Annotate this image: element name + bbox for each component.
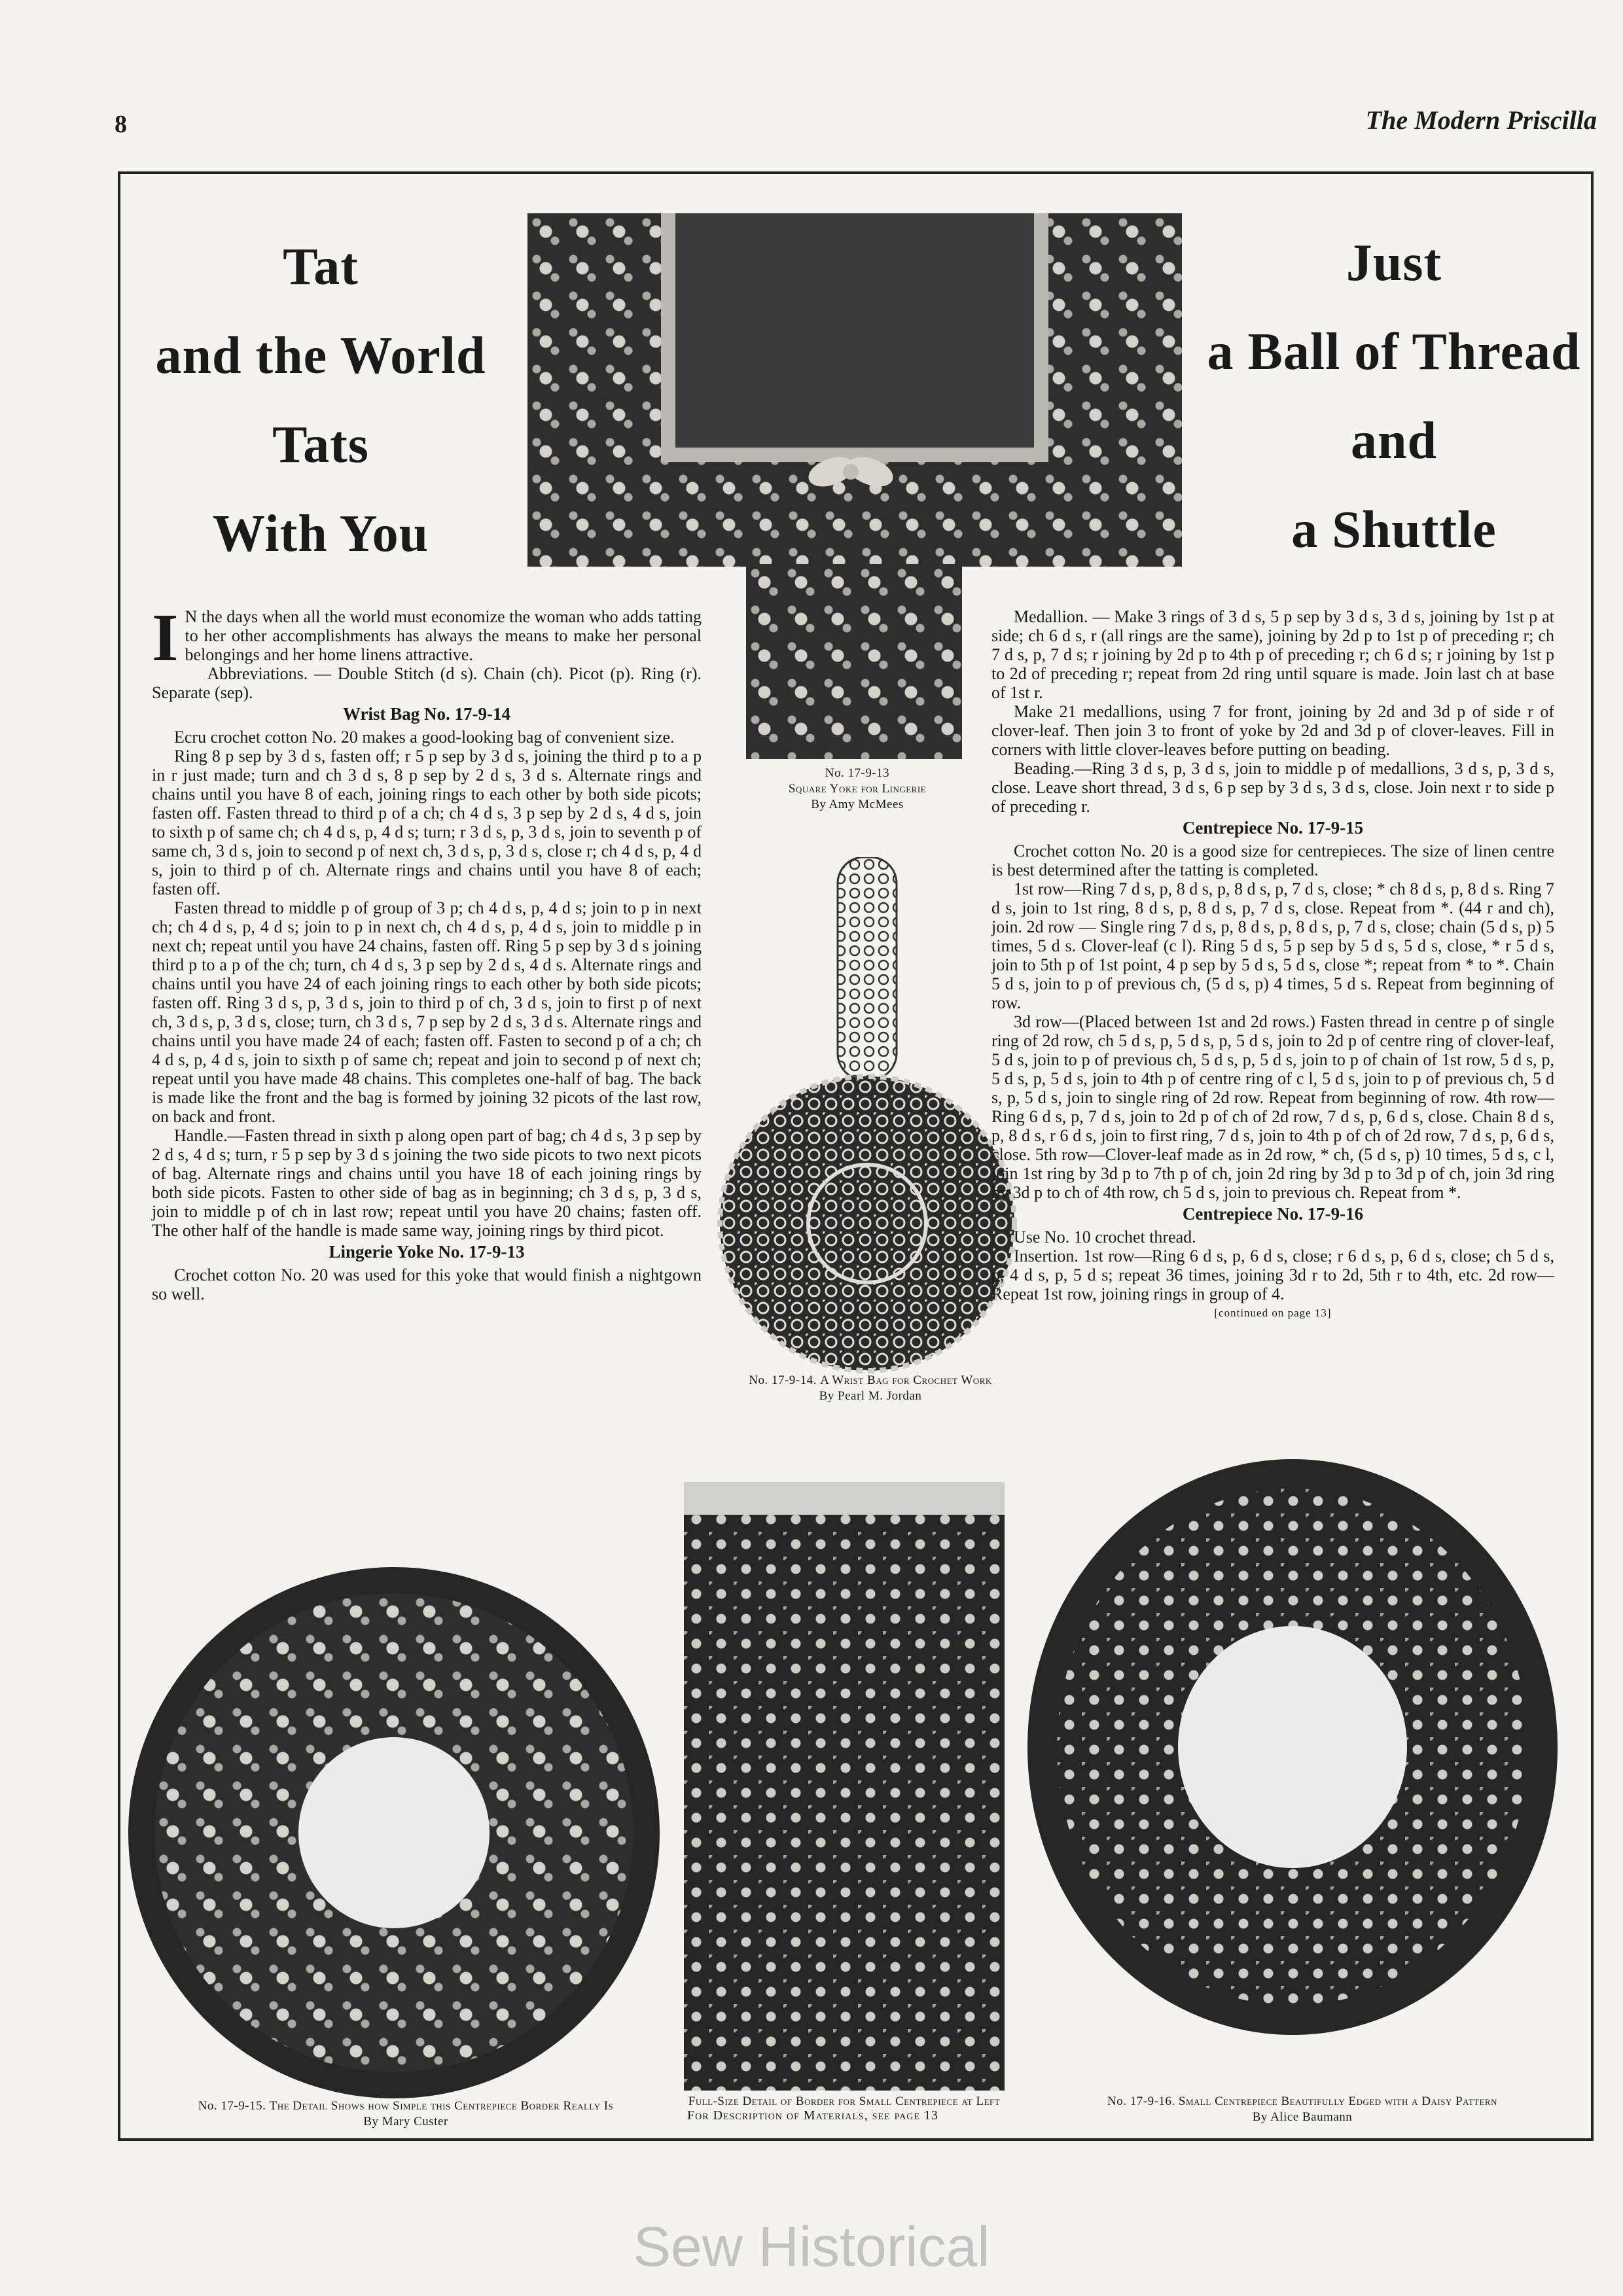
centrepiece-15-paragraph-2: 1st row—Ring 7 d s, p, 8 d s, p, 8 d s, p, 7 d s, close; * ch 8 d s, p, 8 d s. Ring 7 d s, join to 1st ring, 8 d s, p, 8 d s, p, 7 d s, close. Repeat from *. (44 r and ch), join. 2d row — Single ring 7 d s, p, 8 d s, p, 8 d s, p, 7 d s, close; chain (5 d s, p) 5 times, 5 d s. Clover-leaf (c l). Ring 5 d s, 5 p sep by 5 d s, 5 d s, close, * r 5 d s, join to 5th p of 1st point, 4 p sep by 5 d s, 5 d s, close *; repeat from * to *. Chain 5 d s, join to p of previous ch, (5 d s, p) 4 times, 5 d s. Repeat from beginning of row.: [991, 879, 1554, 1012]
wrist-bag-caption-byline: By Pearl M. Jordan: [819, 1389, 922, 1403]
centrepiece-15-caption-title: The Detail Shows how Simple this Centrepiece Border Really Is: [269, 2099, 614, 2113]
page-number: 8: [115, 111, 127, 138]
centrepiece-16-paragraph-2: Insertion. 1st row—Ring 6 d s, p, 6 d s, close; r 6 d s, p, 6 d s, close; ch 5 d s, p, 4 d s, p, 5 d s; repeat 36 times, joining 3d r to 2d, 5th r to 4th, etc. 2d row—Repeat 1st row, joining rings in group of 4.: [991, 1246, 1554, 1303]
centrepiece-16-caption: [1047, 2094, 1558, 2125]
medallion-paragraph: Medallion. — Make 3 rings of 3 d s, 5 p sep by 3 d s, 3 d s, joining by 1st p at side; ch 6 d s, r (all rings are the same), joining by 2d p to 1st p of preceding r; ch 7 d s, p, 7 d s; r joining by 2d p to 4th p of preceding r; ch 6 d s; r joining by 1st p to 2d of preceding r; repeat from 2d ring until square is made. Join last ch at base of 1st r.: [991, 607, 1554, 702]
headline-right-line-3: and: [1351, 412, 1437, 470]
wrist-bag-caption: [694, 1373, 1047, 1404]
yoke-caption-byline: By Amy McMees: [811, 798, 904, 811]
headline-left-line-2: and the World: [155, 327, 486, 385]
centrepiece-16-caption-byline: By Alice Baumann: [1252, 2110, 1353, 2124]
centrepiece-16-linen-centre: [1178, 1626, 1407, 1868]
wrist-bag-heading: Wrist Bag No. 17-9-14: [343, 704, 510, 724]
wrist-bag-paragraph-2: Ring 8 p sep by 3 d s, fasten off; r 5 p sep by 3 d s, joining the third p to a p in r just made; turn and ch 3 d s, 8 p sep by 2 d s, 3 d s. Alternate rings and chains until you have 8 of each, joining rings to each other by both side picots; fasten off. Fasten thread to third p of a ch; ch 4 d s, 3 p sep by 2 d s, 4 d s, join to sixth p of same ch; ch 4 d s, p, 4 d s; turn; r 3 d s, p, 3 d s, join to seventh p of same ch, 3 d s, join to second p of next ch, 3 d s, p, 3 d s, close r; ch 4 d s, p, 4 d s, join to third p of ch. Alternate rings and chains until you have 8 of each; fasten off.: [152, 747, 702, 898]
yoke-neck-opening: [661, 213, 1048, 462]
centrepiece-15-caption-number: No. 17-9-15.: [198, 2099, 266, 2113]
yoke-heading: Lingerie Yoke No. 17-9-13: [329, 1242, 525, 1262]
right-column-text: [991, 607, 1554, 1322]
yoke-caption: [746, 766, 969, 813]
medallions-paragraph-2: Make 21 medallions, using 7 for front, joining by 2d and 3d p of side r of clover-leaf. Then join 3 to front of yoke by 2d and 3d p of clover-leaves. Fill in corners with little clover-leaves before putting on beading.: [991, 702, 1554, 759]
continued-note: [continued on page 13]: [1214, 1307, 1332, 1319]
centrepiece-16-heading: Centrepiece No. 17-9-16: [1182, 1204, 1364, 1224]
centrepiece-15-photo: [128, 1567, 660, 2098]
magazine-title: The Modern Priscilla: [1365, 105, 1597, 135]
headline-left-line-3: Tats: [272, 416, 369, 474]
wrist-bag-caption-number: No. 17-9-14.: [749, 1373, 817, 1387]
yoke-photo-stem: [746, 564, 962, 759]
wrist-bag-paragraph-4: Handle.—Fasten thread in sixth p along open part of bag; ch 4 d s, 3 p sep by 2 d s, 4 d s; turn, r 5 p sep by 3 d s joining the two side picots to two next picots of bag. Alternate rings and chains until you have 18 of each joining rings by both side picots. Fasten to other side of bag as in beginning; ch 3 d s, p, 3 d s, join to middle p of ch in last row; repeat until you have 20 chains; fasten off. The other half of the handle is made same way, joining rings by third picot.: [152, 1126, 702, 1240]
materials-footnote: For Description of Materials, see page 13: [687, 2108, 938, 2123]
wrist-bag-paragraph-3: Fasten thread to middle p of group of 3 p; ch 4 d s, p, 4 d s; join to p in next ch; ch 4 d s, p, 4 d s; join to p in next ch, ch 4 d s, p, 4 d s, join to middle p in next ch; repeat until you have 24 chains, fasten off. Ring 5 p sep by 3 d s joining third p to a p of the ch; turn, ch 4 d s, 3 p sep by 2 d s, 4 d s. Alternate rings and chains until you have 24 of each joining rings to each other by both side picots; fasten off. Ring 3 d s, p, 3 d s, join to third p of ch, 3 d s, join to first p of next ch, 3 d s, p, 3 d s, close; turn, ch 3 d s, 7 p sep by 2 d s, 3 d s. Alternate rings and chains until you have made 24 of each; fasten off. Fasten to second p of a ch; ch 4 d s, p, 4 d s, join to sixth p of same ch; repeat and join to second p of next ch; repeat until you have made 48 chains. This completes one-half of bag. The back is made like the front and the bag is formed by joining 32 picots of the last row, on back and front.: [152, 898, 702, 1126]
centrepiece-16-caption-line: [1047, 2094, 1558, 2110]
border-detail-photo: [684, 1482, 1005, 2091]
abbreviations-paragraph: Abbreviations. — Double Stitch (d s). Chain (ch). Picot (p). Ring (r). Separate (sep).: [152, 664, 702, 702]
left-column-text: [152, 600, 702, 1303]
headline-right-line-2: a Ball of Thread: [1207, 323, 1581, 381]
border-detail-caption: [687, 2094, 1001, 2110]
headline-left: [124, 222, 517, 578]
drop-cap: I: [152, 600, 179, 675]
centrepiece-15-caption-line: [157, 2098, 654, 2114]
yoke-caption-number: No. 17-9-13: [825, 766, 890, 780]
watermark: Sew Historical: [633, 2216, 990, 2278]
intro-paragraph: [152, 600, 702, 675]
yoke-caption-title: Square Yoke for Lingerie: [788, 782, 927, 796]
centrepiece-15-paragraph-3: 3d row—(Placed between 1st and 2d rows.) Fasten thread in centre p of single ring of 2d row, ch 5 d s, p, 5 d s, p, 5 d s, join to 2d p of centre ring of clover-leaf, 5 d s, join to p of previous ch, 5 d s, p, 5 d s, join to p of chain of 1st row, 5 d s, p, 5 d s, p, 5 d s, join to 4th p of centre ring of c l, 5 d s, join to p of previous ch, 5 d s, p, 5 d s, join to single ring of 2d row. Repeat from beginning of row. 4th row—Ring 6 d s, p, 7 d s, join to 2d p of ch of 2d row, 7 d s, p, 6 d s, close. Chain 8 d s, p, 8 d s, r 6 d s, join to first ring, 7 d s, join to 4th p of ch of 2d row, 7 d s, p, 6 d s, close. 5th row—Clover-leaf made as in 2d row, * ch, (5 d s, p) 10 times, 5 d s, c l, join 1st ring by 3d p to 7th p of ch, join 2d ring by 3d p to 3d p of ch, join 3d ring by 3d p to ch of 4th row, ch 5 d s, join to previous ch. Repeat from *.: [991, 1012, 1554, 1202]
wrist-bag-image: [704, 857, 1031, 1374]
wrist-bag-caption-line: [694, 1373, 1047, 1388]
intro-text: N the days when all the world must economize the woman who adds tatting to her other accomplishments has always the means to make her personal belongings and her home linens attractive.: [185, 607, 702, 664]
centrepiece-15-linen-centre: [298, 1737, 490, 1928]
bow-icon: [805, 442, 897, 501]
wrist-bag-paragraph-1: Ecru crochet cotton No. 20 makes a good-looking bag of convenient size.: [174, 728, 675, 747]
centrepiece-15-heading: Centrepiece No. 17-9-15: [1182, 818, 1364, 838]
centrepiece-15-caption-byline: By Mary Custer: [363, 2115, 448, 2128]
headline-right-line-1: Just: [1346, 234, 1442, 292]
centrepiece-15-paragraph-1: Crochet cotton No. 20 is a good size for centrepieces. The size of linen centre is best determined after the tatting is completed.: [991, 841, 1554, 879]
centrepiece-16-caption-title: Small Centrepiece Beautifully Edged with a Daisy Pattern: [1178, 2094, 1497, 2108]
headline-right-line-4: a Shuttle: [1291, 501, 1497, 559]
beading-paragraph: Beading.—Ring 3 d s, p, 3 d s, join to middle p of medallions, 3 d s, p, 3 d s, close. Leave short thread, 3 d s, 6 p sep by 3 d s, 3 d s, close. Join next r to side p of preceding r.: [991, 759, 1554, 816]
border-detail-linen-edge: [684, 1482, 1005, 1515]
centrepiece-16-photo: [1027, 1459, 1558, 2035]
headline-left-line-4: With You: [212, 505, 429, 563]
wrist-bag-caption-title: A Wrist Bag for Crochet Work: [820, 1373, 992, 1387]
headline-right: [1191, 219, 1597, 574]
border-detail-caption-title: Full-Size Detail of Border for Small Centrepiece at Left: [688, 2094, 1001, 2108]
centrepiece-16-caption-number: No. 17-9-16.: [1107, 2094, 1175, 2108]
centrepiece-15-caption: [157, 2098, 654, 2130]
headline-left-line-1: Tat: [283, 238, 359, 296]
centrepiece-16-paragraph-1: Use No. 10 crochet thread.: [1014, 1227, 1196, 1246]
yoke-paragraph-1: Crochet cotton No. 20 was used for this yoke that would finish a nightgown so well.: [152, 1265, 702, 1303]
